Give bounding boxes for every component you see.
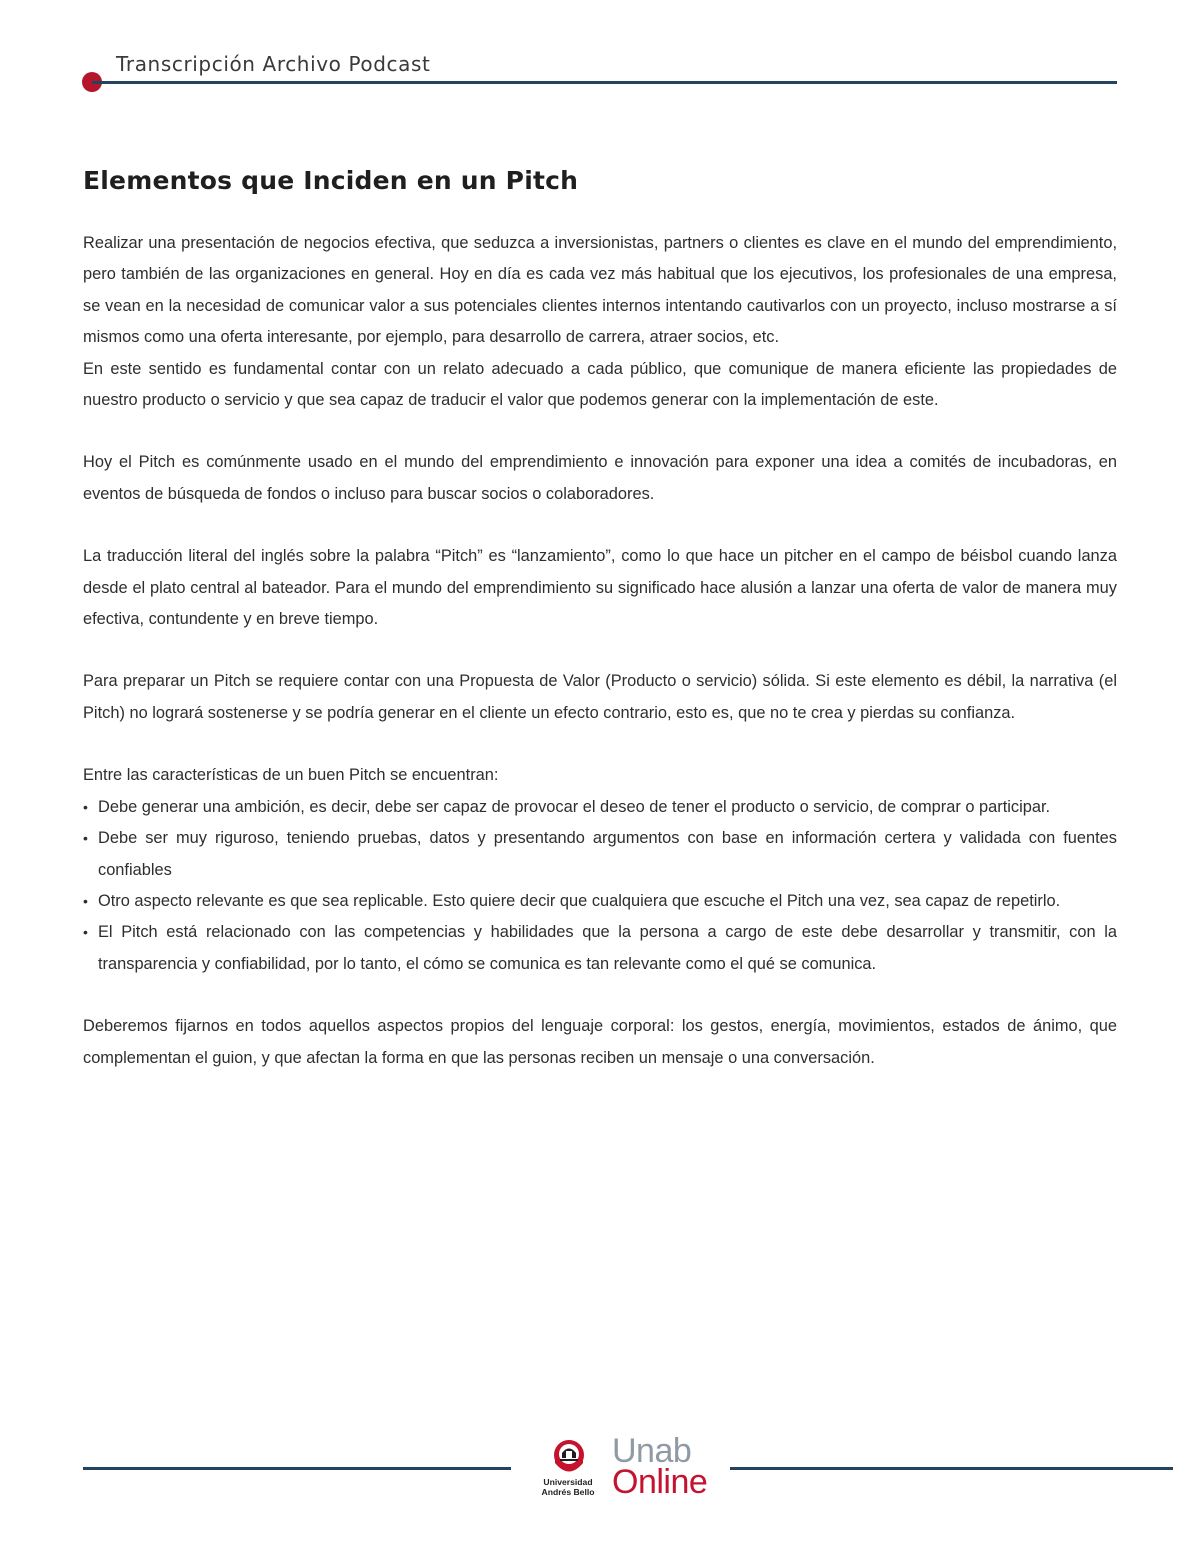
paragraph-value-proposition: Para preparar un Pitch se requiere contar con una Propuesta de Valor (Producto o servicio) sólida. Si este elemento es débil, la narrativa (el Pitch) no logrará sostenerse y se podría generar en el cliente un efecto contrario, esto es, que no te crea y pierdas su confianza. [83, 672, 1117, 722]
bullet-icon: • [83, 830, 88, 847]
paragraph-body-language: Deberemos fijarnos en todos aquellos aspectos propios del lenguaje corporal: los gestos, energía, movimientos, estados de ánimo, que complementan el guion, y que afectan la forma en que las personas reciben un mensaje o una conversación. [83, 1017, 1117, 1067]
list-item: • Debe generar una ambición, es decir, debe ser capaz de provocar el deseo de tener el producto o servicio, de comprar o participar. [83, 792, 1117, 823]
brand-unab: Unab [612, 1432, 692, 1470]
intro-paragraph-1: Realizar una presentación de negocios efectiva, que seduzca a inversionistas, partners o clientes es clave en el mundo del emprendimiento, pero también de las organizaciones en general. Hoy en día es cada vez más habitual que los ejecutivos, los profesionales de una empresa, se vean en la necesidad de comunicar valor a sus potenciales clientes internos intentando cautivarlos con un proyecto, incluso mostrarse a sí mismos como una oferta interesante, por ejemplo, para desarrollo de carrera, atraer socios, etc. [83, 234, 1117, 347]
bullet-icon: • [83, 892, 88, 909]
document-title: Elementos que Inciden en un Pitch [83, 166, 579, 195]
bullet-icon: • [83, 798, 88, 815]
footer-rule-left [83, 1467, 511, 1470]
paragraph-pitch-usage: Hoy el Pitch es comúnmente usado en el mundo del emprendimiento e innovación para exponer una idea a comités de incubadoras, en eventos de búsqueda de fondos o incluso para buscar socios o colaboradores. [83, 453, 1117, 503]
header-title: Transcripción Archivo Podcast [116, 52, 431, 76]
intro-paragraph-2: En este sentido es fundamental contar con un relato adecuado a cada público, que comunique de manera eficiente las propiedades de nuestro producto o servicio y que sea capaz de traducir el valor que podemos generar con la implementación de este. [83, 359, 1117, 410]
list-intro: Entre las características de un buen Pitch se encuentran: [83, 766, 499, 785]
brand-online: Online [612, 1463, 708, 1501]
list-item: • Debe ser muy riguroso, teniendo pruebas, datos y presentando argumentos con base en información certera y validada con fuentes confiables [83, 823, 1117, 886]
footer-rule-right [730, 1467, 1173, 1470]
list-item: • Otro aspecto relevante es que sea replicable. Esto quiere decir que cualquiera que escuche el Pitch una vez, sea capaz de repetirlo. [83, 886, 1117, 917]
characteristics-list [83, 792, 1117, 980]
university-name: Universidad Andrés Bello [541, 1477, 595, 1497]
header-rule [92, 81, 1117, 84]
bullet-icon: • [83, 924, 88, 941]
document-body [83, 166, 1117, 1074]
unab-online-logo [534, 1432, 714, 1502]
paragraph-pitch-translation: La traducción literal del inglés sobre la palabra “Pitch” es “lanzamiento”, como lo que hace un pitcher en el campo de béisbol cuando lanza desde el plato central al bateador. Para el mundo del emprendimiento su significado hace alusión a lanzar una oferta de valor de manera muy efectiva, contundente y en breve tiempo. [83, 547, 1117, 629]
university-seal-icon [546, 1438, 592, 1478]
list-item: • El Pitch está relacionado con las competencias y habilidades que la persona a cargo de este debe desarrollar y transmitir, con la transparencia y confiabilidad, por lo tanto, el cómo se comunica es tan relevante como el qué se comunica. [83, 917, 1117, 980]
